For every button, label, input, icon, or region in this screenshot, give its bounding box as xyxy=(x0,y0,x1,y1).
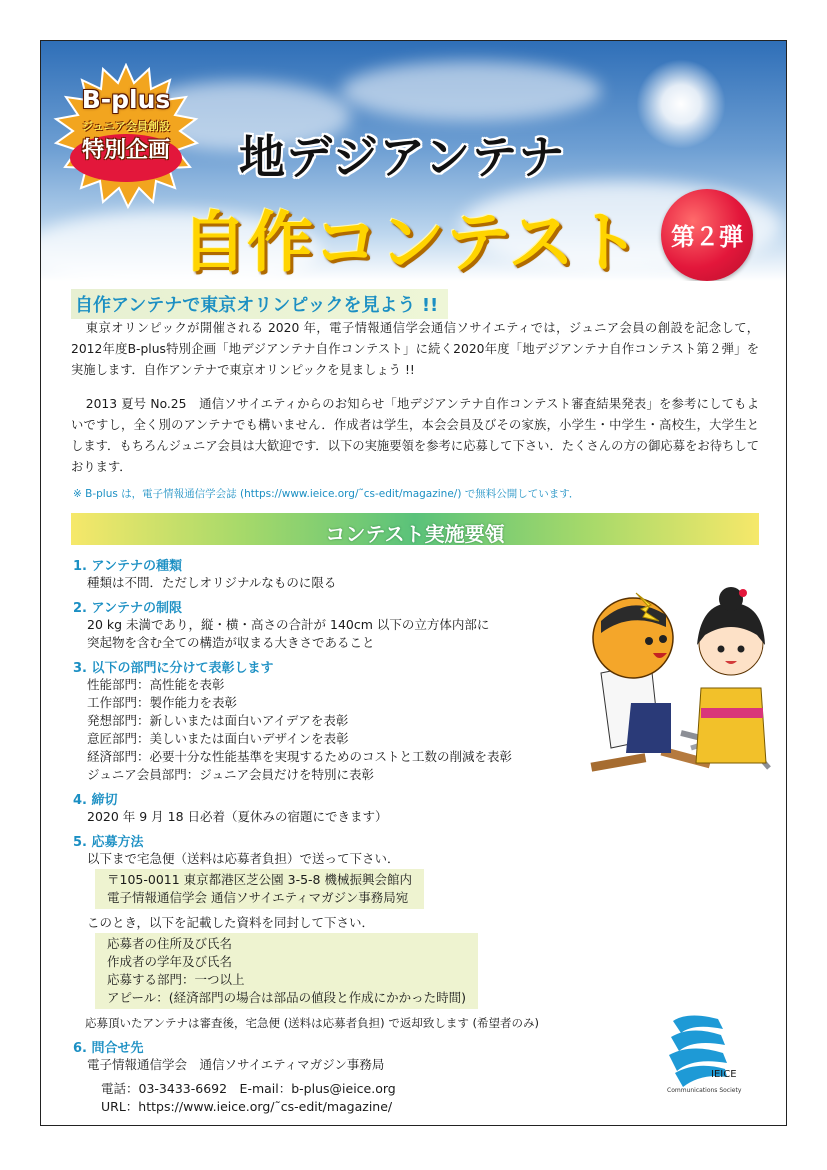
sun-flare xyxy=(636,59,726,149)
address-line: 電子情報通信学会 通信ソサイエティマガジン事務局宛 xyxy=(107,890,409,905)
section-2-line: 突起物を含む全ての構造が収まる大きさであること xyxy=(87,635,375,650)
section-6-heading: 6. 問合せ先 xyxy=(73,1041,144,1056)
bplus-note: ※ B-plus は，電子情報通信学会誌 (https://www.ieice.org/˜cs-edit/magazine/) で無料公開しています． xyxy=(73,488,580,500)
enclosure-item: 作成者の学年及び氏名 xyxy=(107,954,233,969)
enclosure-box xyxy=(95,933,478,1009)
section-5-heading: 5. 応募方法 xyxy=(73,835,144,850)
enclosure-item: 応募者の住所及び氏名 xyxy=(107,936,233,951)
ieice-logo-name: IEICE xyxy=(711,1069,737,1080)
address-box xyxy=(95,869,424,909)
flyer-page xyxy=(40,40,787,1126)
intro-paragraph-2: 2013 夏号 No.25 通信ソサイエティからのお知らせ「地デジアンテナ自作コンテスト審査結果発表」を参考にしてもよいですし，全く別のアンテナでも構いません．作成者は学生，本会会員及びその家族，小学生・中学生・高校生，大学生とします．もちろんジュニア会員は大歓迎です．以下の実施要領を参考に応募して下さい．たくさんの方の御応募をお待ちしております． xyxy=(71,397,759,474)
enclose-instruction: このとき，以下を記載した資料を同封して下さい． xyxy=(87,915,375,930)
award-category: 意匠部門：美しいまたは面白いデザインを表彰 xyxy=(87,731,349,746)
contact-url: URL：https://www.ieice.org/˜cs-edit/magazine/ xyxy=(101,1099,393,1114)
cloud-decoration xyxy=(341,61,601,121)
intro-paragraph-1: 東京オリンピックが開催される 2020 年，電子情報通信学会通信ソサイエティでは，ジュニア会員の創設を記念して，2012年度B-plus特別企画「地デジアンテナ自作コンテスト」に続く2020年度「地デジアンテナ自作コンテスト第２弾」を実施します．自作アンテナで東京オリンピックを見ましょう !! xyxy=(71,321,759,377)
badge-junior: ジュニア会員創設 xyxy=(82,120,170,133)
section-3-heading: 3. 以下の部門に分けて表彰します xyxy=(73,661,274,676)
enclosure-item: 応募する部門：一つ以上 xyxy=(107,972,245,987)
intro-subtitle: 自作アンテナで東京オリンピックを見よう !! xyxy=(71,289,448,319)
section-2-heading: 2. アンテナの制限 xyxy=(73,601,182,616)
section-1-heading: 1. アンテナの種類 xyxy=(73,559,182,574)
award-category: 工作部門：製作能力を表彰 xyxy=(87,695,238,710)
edition-label: 第２弾 xyxy=(671,222,743,251)
submit-instruction: 以下まで宅急便（送料は応募者負担）で送って下さい． xyxy=(87,851,400,866)
enclosure-item: アピール：(経済部門の場合は部品の値段と作成にかかった時間) xyxy=(107,990,467,1005)
section-1-line: 種類は不問．ただしオリジナルなものに限る xyxy=(87,575,337,590)
award-category: ジュニア会員部門：ジュニア会員だけを特別に表彰 xyxy=(87,767,375,782)
award-category: 性能部門：高性能を表彰 xyxy=(87,677,225,692)
badge-special: 特別企画 xyxy=(81,138,170,163)
section-2-line: 20 kg 未満であり，縦・横・高さの合計が 140cm 以下の立方体内部に xyxy=(87,617,490,632)
ieice-logo-subtitle: Communications Society xyxy=(667,1087,742,1094)
award-category: 発想部門：新しいまたは面白いアイデアを表彰 xyxy=(87,713,349,728)
contact-org: 電子情報通信学会 通信ソサイエティマガジン事務局 xyxy=(87,1057,385,1072)
title-line2: 自作コンテスト xyxy=(181,204,641,281)
contact-tel-email: 電話：03-3433-6692 E-mail：b-plus@ieice.org xyxy=(101,1081,396,1096)
award-category: 経済部門：必要十分な性能基準を実現するためのコストと工数の削減を表彰 xyxy=(87,749,513,764)
return-note: 応募頂いたアンテナは審査後，宅急便 (送料は応募者負担) で返却致します (希望者のみ) xyxy=(85,1016,539,1030)
hero-header xyxy=(41,41,786,281)
deadline-line: 2020 年 9 月 18 日必着（夏休みの宿題にできます） xyxy=(87,809,388,824)
guidelines-banner-title: コンテスト実施要領 xyxy=(325,522,505,546)
mascot-illustration-icon xyxy=(571,553,771,803)
address-line: 〒105-0011 東京都港区芝公園 3-5-8 機械振興会館内 xyxy=(107,872,412,887)
badge-text-group xyxy=(53,63,199,209)
badge-bplus: B-plus xyxy=(81,85,171,114)
title-line1: 地デジアンテナ xyxy=(239,130,566,184)
section-4-heading: 4. 締切 xyxy=(73,793,118,808)
